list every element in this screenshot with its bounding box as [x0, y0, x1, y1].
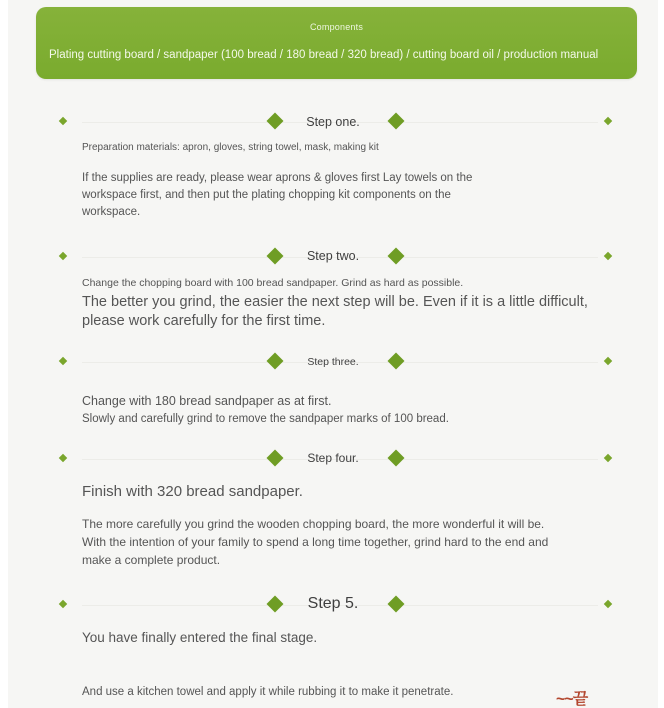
step-four-body: The more carefully you grind the wooden chopping board, the more wonderful it will be. With the intention of your family to spend a long time together, grind hard to the end and make a complete product. — [82, 517, 549, 567]
components-banner — [36, 7, 637, 79]
step-three-header — [8, 352, 658, 372]
step-two-body: The better you grind, the easier the next step will be. Even if it is a little difficult, please work carefully for the first time. — [82, 294, 588, 329]
components-list: Plating cutting board / sandpaper (100 bread / 180 bread / 320 bread) / cutting board oil / production manual — [49, 49, 599, 61]
step-title: Step three. — [307, 356, 359, 368]
step-five-heading: You have finally entered the final stage. — [82, 630, 318, 645]
step-title: Step two. — [306, 249, 360, 263]
step-three-body: Change with 180 bread sandpaper as at first. Slowly and carefully grind to remove the sandpaper marks of 100 bread. — [82, 394, 449, 425]
instruction-page — [8, 0, 658, 708]
step-title: Step one. — [306, 115, 360, 129]
step-five-body: And use a kitchen towel and apply it while rubbing it to make it penetrate. — [82, 686, 454, 698]
step-title: Step four. — [307, 451, 359, 465]
step-one-body: If the supplies are ready, please wear aprons & gloves first Lay towels on the workspace first, and then put the plating chopping kit components on the workspace. — [82, 172, 473, 218]
step-one-materials: Preparation materials: apron, gloves, string towel, mask, making kit — [82, 142, 379, 153]
step-four-heading: Finish with 320 bread sandpaper. — [82, 483, 303, 500]
step-title: Step 5. — [307, 595, 359, 612]
components-title: Components — [309, 22, 364, 32]
step-four-header — [8, 449, 658, 469]
end-stamp: ~~끝 — [556, 691, 588, 708]
step-two-header — [8, 247, 658, 267]
step-five-header — [8, 595, 658, 615]
step-one-header — [8, 112, 658, 132]
step-two-instruction: Change the chopping board with 100 bread sandpaper. Grind as hard as possible. — [82, 277, 464, 289]
